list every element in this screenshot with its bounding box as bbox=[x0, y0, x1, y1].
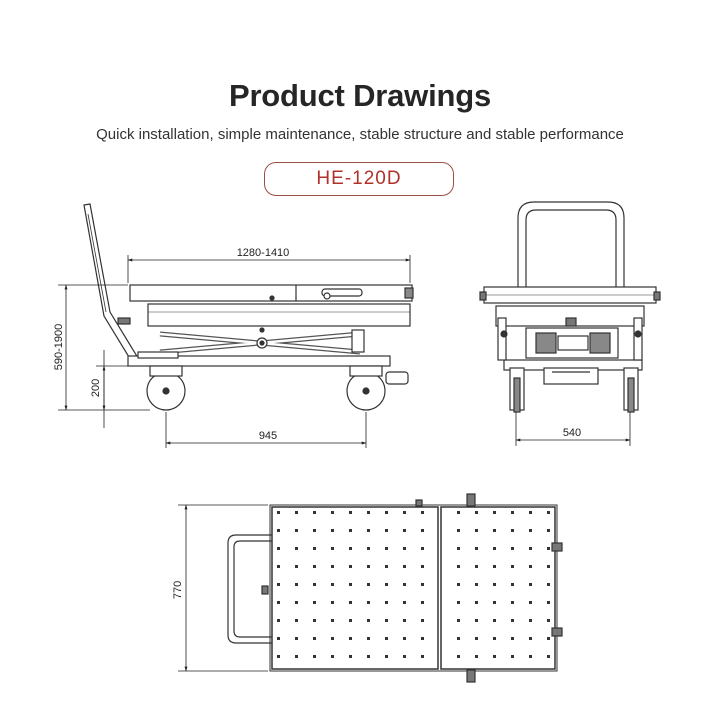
dim-depth: 770 bbox=[172, 580, 184, 600]
dim-wheelbase: 945 bbox=[258, 430, 278, 442]
dim-lowest-height: 200 bbox=[90, 378, 102, 398]
page-subtitle: Quick installation, simple maintenance, stable structure and stable performance bbox=[96, 126, 624, 143]
model-badge: HE-120D bbox=[264, 162, 454, 196]
top-view-dimensions bbox=[178, 505, 268, 671]
side-handle bbox=[84, 204, 138, 362]
dim-height-range: 590-1900 bbox=[53, 323, 65, 371]
page-title: Product Drawings bbox=[228, 78, 492, 113]
dim-platform-length: 1280-1410 bbox=[236, 247, 290, 259]
front-handle bbox=[518, 202, 624, 300]
front-view-drawing bbox=[480, 202, 660, 412]
side-lower-deck bbox=[148, 304, 410, 326]
side-view-drawing bbox=[84, 204, 413, 410]
top-view-drawing bbox=[228, 494, 562, 682]
dim-width: 540 bbox=[562, 427, 582, 439]
